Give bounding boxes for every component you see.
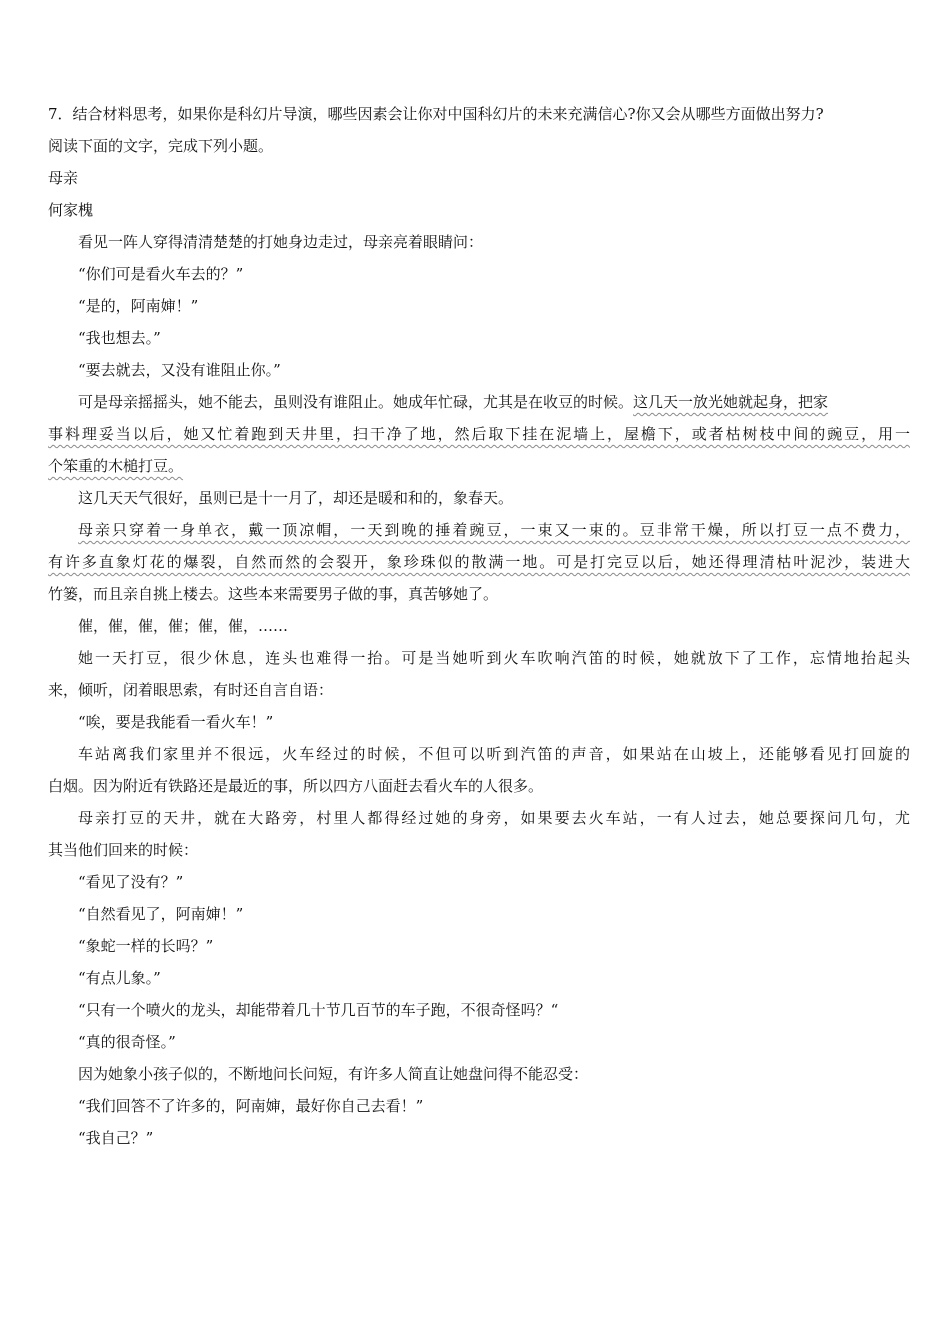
dialogue-line: “只有一个喷火的龙头，却能带着几十节几百节的车子跑，不很奇怪吗？“: [78, 1001, 559, 1019]
dialogue-line: “看见了没有？”: [78, 873, 184, 891]
article-title: 母亲: [48, 169, 79, 187]
paragraph-line: [48, 450, 910, 482]
dialogue-line: “象蛇一样的长吗？”: [78, 937, 214, 955]
dialogue-line: “我也想去。”: [78, 329, 161, 347]
dialogue-line: “有点儿象。”: [78, 969, 161, 987]
dialogue-line: “真的很奇怪。”: [78, 1033, 176, 1051]
dialogue-line: “你们可是看火车去的？”: [78, 265, 244, 283]
paragraph-line: 这几天天气很好，虽则已是十一月了，却还是暖和和的，象春天。: [78, 489, 514, 507]
paragraph-line: 因为她象小孩子似的，不断地问长问短，有许多人简直让她盘问得不能忍受：: [78, 1065, 589, 1083]
paragraph-line: 来，倾听，闭着眼思索，有时还自言自语：: [48, 681, 334, 699]
paragraph-text: 可是母亲摇摇头，她不能去，虽则没有谁阻止。她成年忙碌，尤其是在收豆的时候。: [78, 393, 634, 411]
dialogue-line: “我自己？”: [78, 1129, 154, 1147]
dialogue-line: “自然看见了，阿南婶！”: [78, 905, 244, 923]
paragraph-line: 白烟。因为附近有铁路还是最近的事，所以四方八面赶去看火车的人很多。: [48, 777, 544, 795]
paragraph-line: [48, 546, 910, 578]
dialogue-line: “我们回答不了许多的，阿南婶，最好你自己去看！”: [78, 1097, 424, 1115]
dialogue-line: “要去就去，又没有谁阻止你。”: [78, 361, 281, 379]
document-page: [48, 98, 910, 1154]
paragraph-line: 催，催，催，催；催，催，……: [78, 617, 289, 635]
dialogue-line: “唉，要是我能看一看火车！”: [78, 713, 274, 731]
paragraph-line: 竹篓，而且亲自挑上楼去。这些本来需要男子做的事，真苦够她了。: [48, 585, 499, 603]
paragraph-line: [48, 418, 910, 450]
underlined-text: 有许多直象灯花的爆裂，自然而然的会裂开，象珍珠似的散满一地。可是打完豆以后，她还得理清枯叶泥沙，装进大: [48, 553, 910, 571]
underlined-text: 个笨重的木槌打豆。: [48, 457, 184, 475]
paragraph-line: 车站离我们家里并不很远，火车经过的时候，不但可以听到汽笛的声音，如果站在山坡上，还能够看见打回旋的: [78, 745, 910, 763]
paragraph-line: 母亲打豆的天井，就在大路旁，村里人都得经过她的身旁，如果要去火车站，一有人过去，她总要探问几句，尤: [78, 809, 910, 827]
question-line-2: 阅读下面的文字，完成下列小题。: [48, 137, 274, 155]
question-line-1: 7．结合材料思考，如果你是科幻片导演，哪些因素会让你对中国科幻片的未来充满信心?你又会从哪些方面做出努力?: [48, 105, 824, 123]
paragraph-line: [48, 386, 910, 418]
underlined-text: 这几天一放光她就起身，把家: [633, 393, 829, 411]
dialogue-line: “是的，阿南婶！”: [78, 297, 199, 315]
paragraph-line: [48, 514, 910, 546]
article-author: 何家槐: [48, 201, 94, 219]
paragraph-line: 她一天打豆，很少休息，连头也难得一抬。可是当她听到火车吹响汽笛的时候，她就放下了工作，忘情地抬起头: [78, 649, 910, 667]
paragraph-line: 看见一阵人穿得清清楚楚的打她身边走过，母亲亮着眼睛问：: [78, 233, 484, 251]
paragraph-line: 其当他们回来的时候：: [48, 841, 199, 859]
underlined-text: 母亲只穿着一身单衣，戴一顶凉帽，一天到晚的捶着豌豆，一束又一束的。豆非常干燥，所以打豆一点不费力，: [78, 521, 910, 539]
underlined-text: 事料理妥当以后，她又忙着跑到天井里，扫干净了地，然后取下挂在泥墙上，屋檐下，或者枯树枝中间的豌豆，用一: [48, 425, 910, 443]
